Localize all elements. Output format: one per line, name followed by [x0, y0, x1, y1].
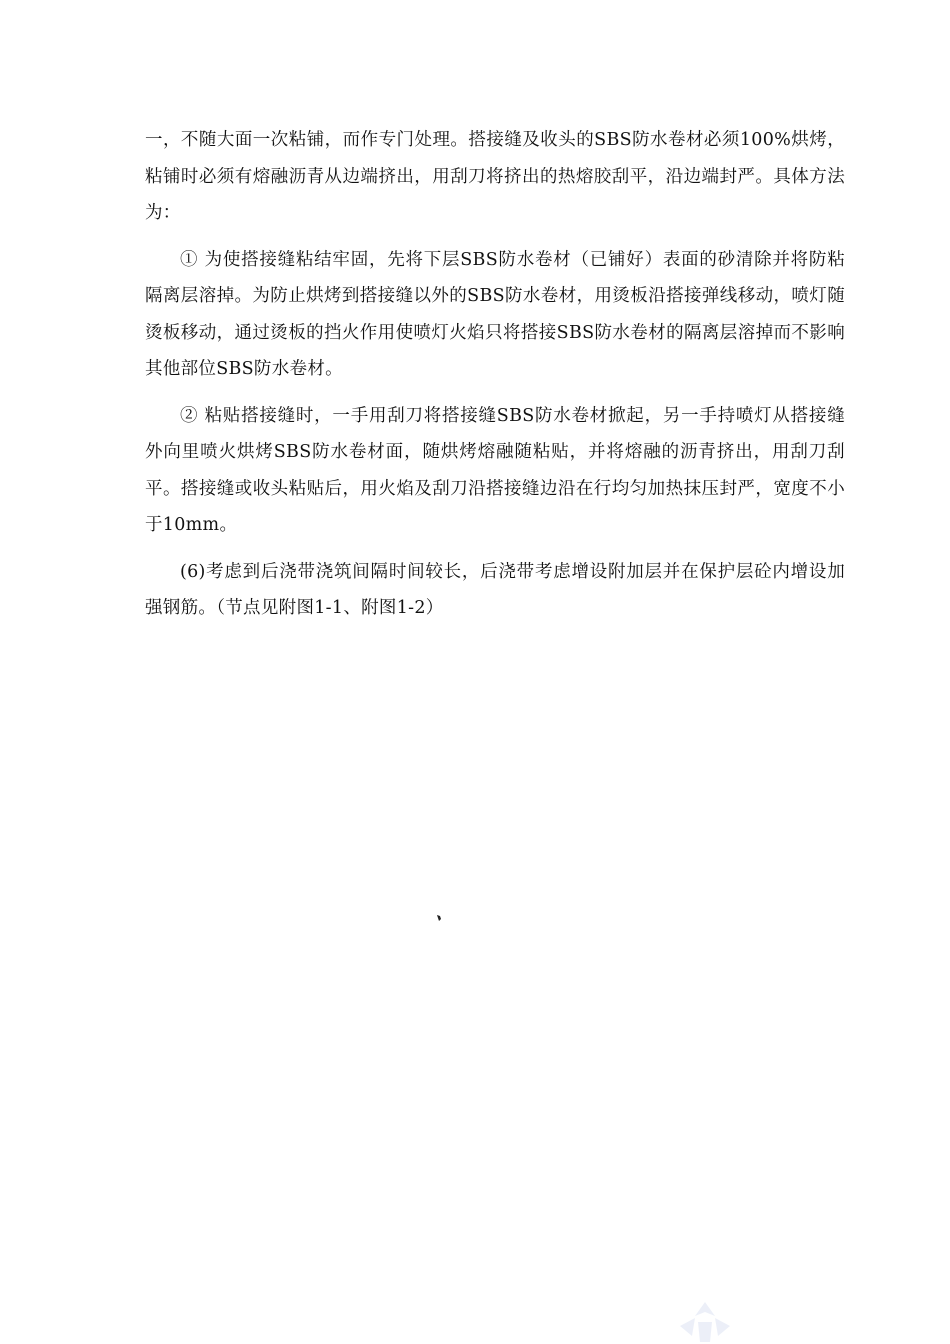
paragraph-item-6: (6)考虑到后浇带浇筑间隔时间较长，后浇带考虑增设附加层并在保护层砼内增设加强钢筋。（节点见附图1-1、附图1-2）	[145, 561, 845, 618]
paragraph-step-1: ① 为使搭接缝粘结牢固，先将下层SBS防水卷材（已铺好）表面的砂清除并将防粘隔离层溶掉。为防止烘烤到搭接缝以外的SBS防水卷材，用烫板沿搭接弹线移动，喷灯随烫板移动，通过烫板的挡火作用使喷灯火焰只将搭接SBS防水卷材的隔离层溶掉而不影响其他部位SBS防水卷材。	[145, 249, 845, 379]
paragraph-step-2: ② 粘贴搭接缝时，一手用刮刀将搭接缝SBS防水卷材掀起，另一手持喷灯从搭接缝外向里喷火烘烤SBS防水卷材面，随烘烤熔融随粘贴，并将熔融的沥青挤出，用刮刀刮平。搭接缝或收头粘贴后，用火焰及刮刀沿搭接缝边沿在行均匀加热抹压封严，宽度不小于10mm。	[145, 405, 845, 535]
faint-logo-watermark-icon	[660, 1296, 750, 1344]
document-body	[145, 122, 845, 637]
small-ink-mark-icon	[436, 914, 442, 922]
paragraph-intro: 一，不随大面一次粘铺，而作专门处理。搭接缝及收头的SBS防水卷材必须100%烘烤，粘铺时必须有熔融沥青从边端挤出，用刮刀将挤出的热熔胶刮平，沿边端封严。具体方法为：	[145, 130, 845, 223]
